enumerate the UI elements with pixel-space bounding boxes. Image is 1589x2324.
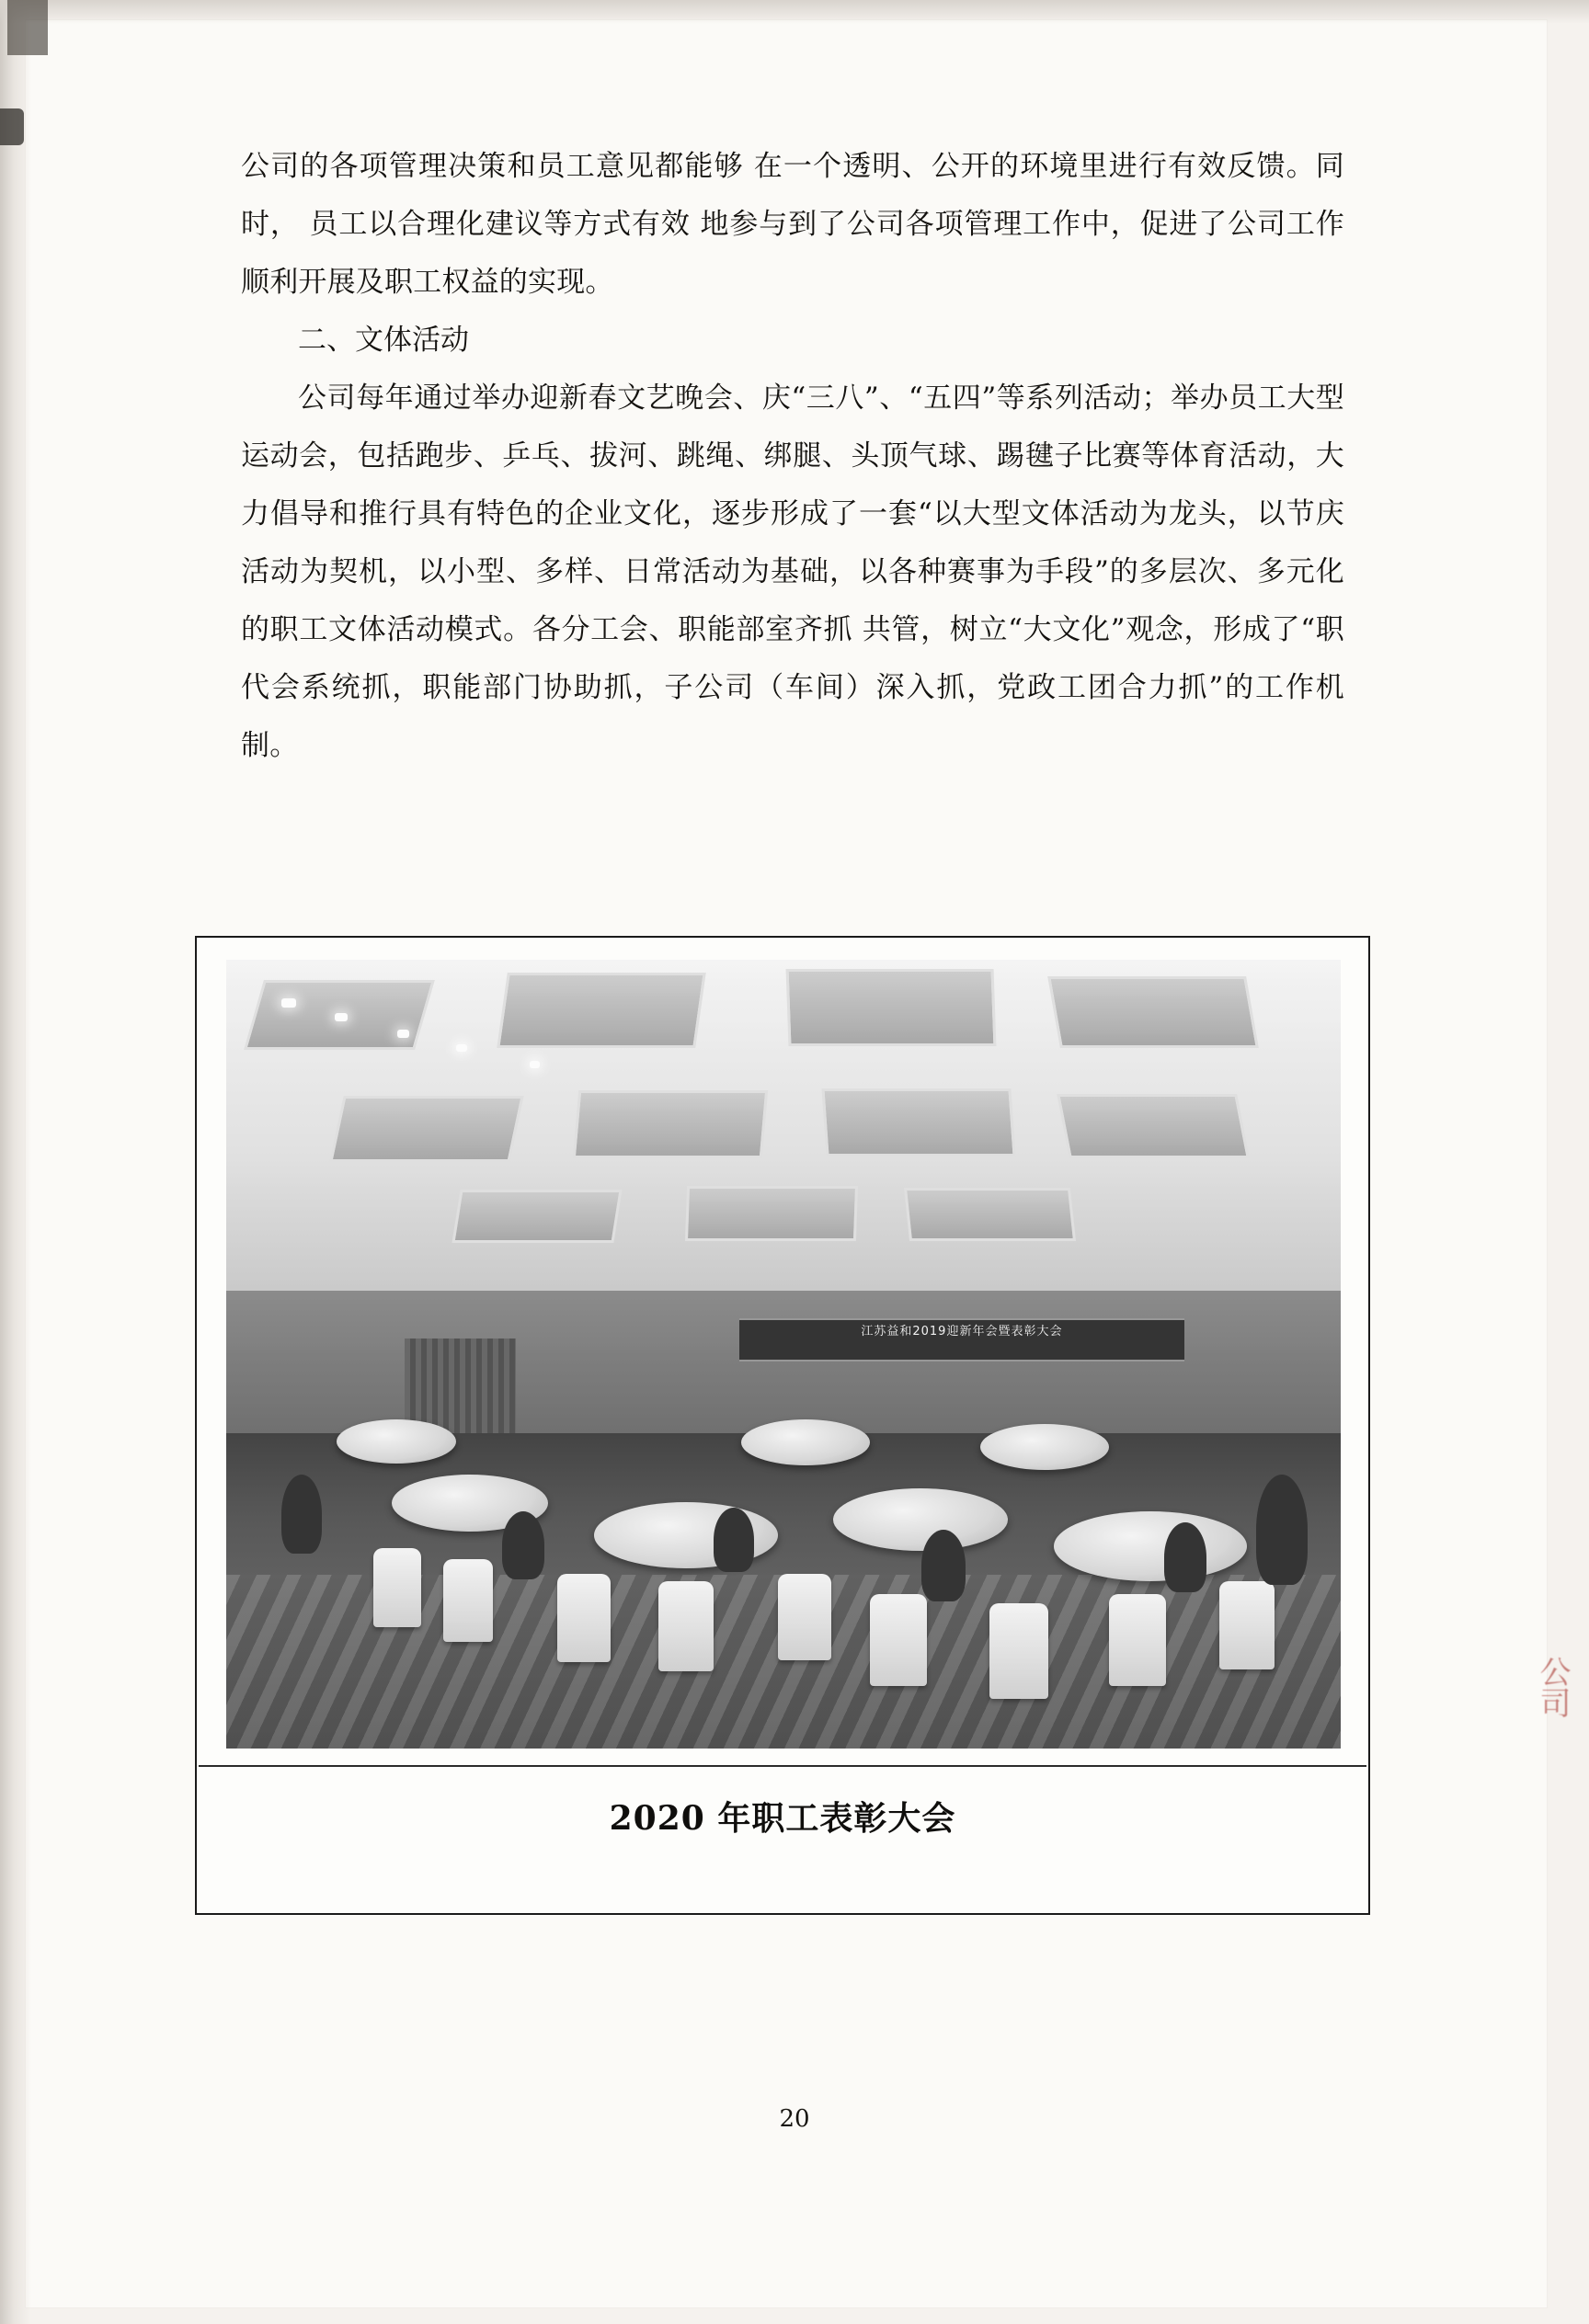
banquet-chair <box>1109 1594 1166 1686</box>
banquet-chair <box>989 1603 1048 1699</box>
spot-light <box>335 1013 348 1021</box>
banquet-table <box>337 1419 456 1464</box>
paragraph-intro: 公司的各项管理决策和员工意见都能够 在一个透明、公开的环境里进行有效反馈。同时， 员工以合理化建议等方式有效 地参与到了公司各项管理工作中，促进了公司工作顺利开展及职工权益的实现。 <box>241 150 1344 299</box>
banquet-table <box>741 1419 870 1465</box>
caption-divider <box>199 1765 1366 1767</box>
photo-scene <box>226 960 1341 1749</box>
banquet-chair <box>658 1581 714 1671</box>
ceiling-panel <box>786 969 997 1046</box>
figure-frame <box>195 936 1370 1915</box>
attendee <box>1164 1522 1206 1592</box>
banquet-chair <box>557 1574 611 1662</box>
page-number: 20 <box>779 2105 810 2133</box>
scan-shadow-top <box>0 0 1589 24</box>
ceiling-panel <box>1057 1094 1250 1158</box>
banquet-table <box>833 1488 1008 1551</box>
banquet-chair <box>870 1594 927 1686</box>
spot-light <box>397 1030 409 1038</box>
ceiling-panel <box>685 1186 858 1241</box>
figure-caption: 2020 年职工表彰大会 <box>609 1799 956 1838</box>
ceiling-panel <box>452 1190 622 1243</box>
attendee <box>502 1511 544 1579</box>
banquet-chair <box>443 1559 493 1642</box>
scan-corner-artifact <box>7 0 48 55</box>
attendee <box>921 1530 966 1601</box>
banner-text: 江苏益和2019迎新年会暨表彰大会 <box>861 1324 1063 1339</box>
ceiling-panel <box>573 1090 768 1158</box>
spot-light <box>281 998 296 1008</box>
attendee <box>1256 1475 1308 1585</box>
banquet-chair <box>1219 1581 1275 1669</box>
paragraph-activities: 公司每年通过举办迎新春文艺晚会、庆“三八”、“五四”等系列活动；举办员工大型运动会，包括跑步、乒乓、拔河、跳绳、绑腿、头顶气球、踢毽子比赛等体育活动，大力倡导和推行具有特色的企业文化，逐步形成了一套“以大型文体活动为龙头，以节庆活动为契机，以小型、多样、日常活动为基础，以各种赛事为手段”的多层次、多元化的职工文体活动模式。各分工会、职能部室齐抓 共管，树立“大文化”观念，形成了“职代会系统抓，职能部门协助抓，子公司（车间）深入抓，党政工团合力抓”的工作机制。 <box>241 382 1344 762</box>
figure-photo <box>226 960 1341 1749</box>
banquet-chair <box>373 1548 421 1627</box>
ceiling-panel <box>1047 976 1259 1048</box>
scan-shadow-left <box>0 0 31 2324</box>
spot-light <box>456 1044 467 1052</box>
section-heading: 二、文体活动 <box>298 324 469 357</box>
banquet-table <box>1054 1511 1247 1581</box>
ceiling-panel <box>904 1188 1076 1241</box>
banquet-table <box>980 1424 1109 1470</box>
ceiling-panel <box>497 973 706 1048</box>
ceiling-panel <box>329 1096 523 1162</box>
banquet-chair <box>778 1574 831 1660</box>
red-stamp-smudge: 公司 <box>1534 1656 1571 1718</box>
document-text-body <box>241 138 1344 775</box>
attendee <box>714 1508 754 1572</box>
spot-light <box>530 1061 540 1068</box>
scan-edge-artifact <box>0 108 24 145</box>
attendee <box>281 1475 322 1554</box>
ceiling-panel <box>821 1088 1015 1156</box>
